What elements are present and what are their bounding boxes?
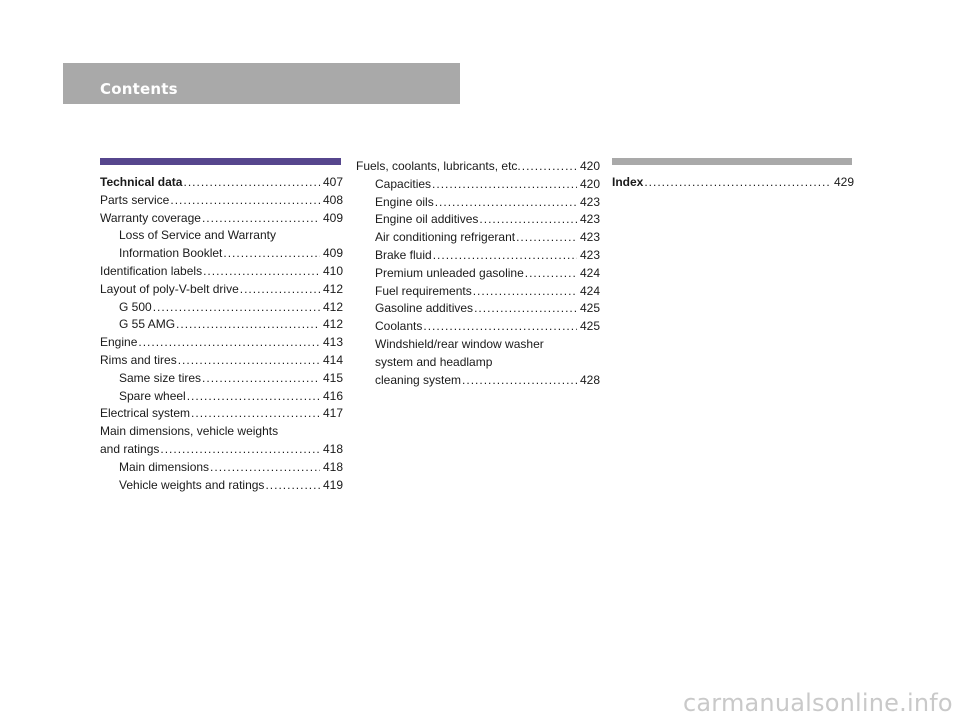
toc-page-number: 409 (323, 246, 344, 261)
toc-leader-dots (265, 477, 320, 495)
toc-page-number: 423 (580, 212, 601, 227)
toc-entry[interactable] (100, 459, 344, 477)
toc-page-number: 424 (580, 265, 601, 280)
toc-leader-dots (435, 194, 577, 212)
toc-page-number: 429 (834, 175, 855, 189)
toc-entry-title: Information Booklet (119, 246, 223, 261)
toc-leader-dots (153, 299, 320, 317)
toc-entry (100, 227, 341, 245)
toc-entry (100, 423, 341, 441)
section-rule-purple (100, 158, 341, 165)
toc-entry[interactable] (100, 441, 344, 459)
toc-leader-dots (160, 441, 320, 459)
toc-entry[interactable] (100, 299, 344, 317)
toc-entry-title: Layout of poly-V-belt drive (100, 281, 239, 296)
toc-entry-title: Windshield/rear window washer (375, 336, 544, 351)
toc-entry-title: Identification labels (100, 263, 203, 278)
toc-entry-title: cleaning system (375, 372, 462, 387)
toc-leader-dots (433, 247, 577, 265)
toc-entry-title: Coolants (375, 319, 423, 334)
toc-leader-dots (202, 210, 320, 228)
toc-entry[interactable] (356, 300, 601, 318)
toc-entry-title: Capacities (375, 176, 432, 191)
toc-leader-dots (202, 370, 320, 388)
toc-entry-title: Spare wheel (119, 388, 186, 403)
toc-page-number: 418 (323, 459, 344, 474)
toc-page-number: 420 (580, 159, 601, 173)
toc-page-number: 423 (580, 194, 601, 209)
toc-entry[interactable] (100, 370, 344, 388)
toc-entry[interactable] (356, 318, 601, 336)
toc-leader-dots (203, 263, 320, 281)
toc-entry (356, 336, 598, 354)
toc-page-number: 424 (580, 283, 601, 298)
toc-page-number: 415 (323, 370, 344, 385)
watermark: carmanualsonline.info (683, 689, 953, 717)
toc-leader-dots (183, 174, 320, 192)
toc-page-number: 419 (323, 477, 344, 492)
section-rule-gray (612, 158, 852, 165)
toc-page-number: 417 (323, 406, 344, 421)
toc-leader-dots (187, 388, 320, 406)
toc-entry-title: Brake fluid (375, 247, 432, 262)
toc-entry[interactable] (100, 477, 344, 495)
toc-page-number: 413 (323, 335, 344, 350)
toc-entry[interactable] (356, 247, 601, 265)
toc-entry-title: and ratings (100, 441, 160, 456)
page-title: Contents (100, 80, 178, 98)
toc-entry[interactable] (100, 245, 344, 263)
toc-leader-dots (423, 318, 577, 336)
toc-leader-dots (479, 211, 577, 229)
toc-leader-dots (223, 245, 320, 263)
toc-entry (356, 354, 598, 372)
toc-page-number: 412 (323, 281, 344, 296)
toc-leader-dots (178, 352, 320, 370)
toc-entry-title: Same size tires (119, 370, 202, 385)
toc-leader-dots (516, 229, 577, 247)
toc-entry[interactable] (356, 283, 601, 301)
toc-page-number: 423 (580, 230, 601, 245)
toc-entry-title: system and headlamp (375, 354, 493, 369)
toc-entry-title: Gasoline additives (375, 301, 474, 316)
toc-entry[interactable] (356, 194, 601, 212)
toc-entry-title: Engine oils (375, 194, 434, 209)
toc-page-number: 428 (580, 372, 601, 387)
toc-entry[interactable] (100, 210, 344, 228)
toc-page-number: 425 (580, 301, 601, 316)
toc-page-number: 414 (323, 352, 344, 367)
toc-entry[interactable] (356, 372, 601, 390)
toc-page-number: 416 (323, 388, 344, 403)
toc-entry-title: Loss of Service and Warranty (119, 228, 276, 243)
toc-entry-title: Air conditioning refrigerant (375, 230, 516, 245)
toc-entry-title: G 500 (119, 299, 152, 314)
toc-entry-title: Electrical system (100, 406, 191, 421)
toc-entry-title: Index (612, 175, 644, 189)
toc-leader-dots (138, 334, 320, 352)
toc-leader-dots (473, 283, 577, 301)
toc-entry[interactable] (356, 176, 601, 194)
toc-entry[interactable] (356, 265, 601, 283)
toc-page-number: 425 (580, 319, 601, 334)
toc-entry-title: Technical data (100, 175, 183, 189)
toc-leader-dots (474, 300, 577, 318)
toc-leader-dots (462, 372, 577, 390)
toc-entry-title: Fuels, coolants, lubricants, etc. (356, 159, 521, 173)
toc-page-number: 423 (580, 247, 601, 262)
toc-entry-title: G 55 AMG (119, 317, 176, 332)
toc-page-number: 409 (323, 210, 344, 225)
toc-entry-title: Warranty coverage (100, 210, 201, 225)
toc-entry-title: Main dimensions, vehicle weights (100, 424, 279, 439)
toc-entry[interactable] (612, 174, 855, 192)
toc-entry-title: Main dimensions (119, 459, 210, 474)
toc-entry[interactable] (100, 174, 344, 192)
toc-page-number: 407 (323, 175, 344, 189)
toc-entry-title: Engine oil additives (375, 212, 479, 227)
toc-entry[interactable] (100, 281, 344, 299)
toc-entry[interactable] (100, 316, 344, 334)
toc-entry[interactable] (356, 158, 601, 176)
toc-page-number: 408 (323, 192, 344, 207)
toc-page-number: 418 (323, 441, 344, 456)
toc-list (100, 174, 344, 494)
toc-leader-dots (170, 192, 320, 210)
toc-leader-dots (525, 265, 577, 283)
toc-entry-title: Parts service (100, 192, 170, 207)
toc-entry[interactable] (100, 192, 344, 210)
toc-page-number: 420 (580, 176, 601, 191)
toc-entry-title: Vehicle weights and ratings (119, 477, 265, 492)
toc-leader-dots (191, 405, 320, 423)
toc-column-3 (612, 158, 855, 192)
toc-entry[interactable] (356, 211, 601, 229)
toc-entry-title: Rims and tires (100, 352, 177, 367)
toc-page-number: 412 (323, 299, 344, 314)
toc-entry-title: Fuel requirements (375, 283, 472, 298)
toc-entry[interactable] (100, 334, 344, 352)
toc-page-number: 412 (323, 317, 344, 332)
toc-entry[interactable] (100, 405, 344, 423)
toc-entry[interactable] (100, 388, 344, 406)
toc-entry[interactable] (100, 352, 344, 370)
toc-entry[interactable] (356, 229, 601, 247)
toc-leader-dots (240, 281, 320, 299)
toc-leader-dots (644, 174, 831, 192)
toc-leader-dots (522, 158, 577, 176)
toc-page-number: 410 (323, 263, 344, 278)
toc-leader-dots (210, 459, 320, 477)
toc-entry[interactable] (100, 263, 344, 281)
toc-column-2 (356, 158, 601, 389)
toc-list (612, 174, 855, 192)
toc-entry-title: Premium unleaded gasoline (375, 265, 524, 280)
toc-column-1 (100, 158, 344, 494)
toc-leader-dots (176, 316, 320, 334)
toc-leader-dots (432, 176, 577, 194)
toc-entry-title: Engine (100, 335, 138, 350)
toc-list (356, 158, 601, 389)
